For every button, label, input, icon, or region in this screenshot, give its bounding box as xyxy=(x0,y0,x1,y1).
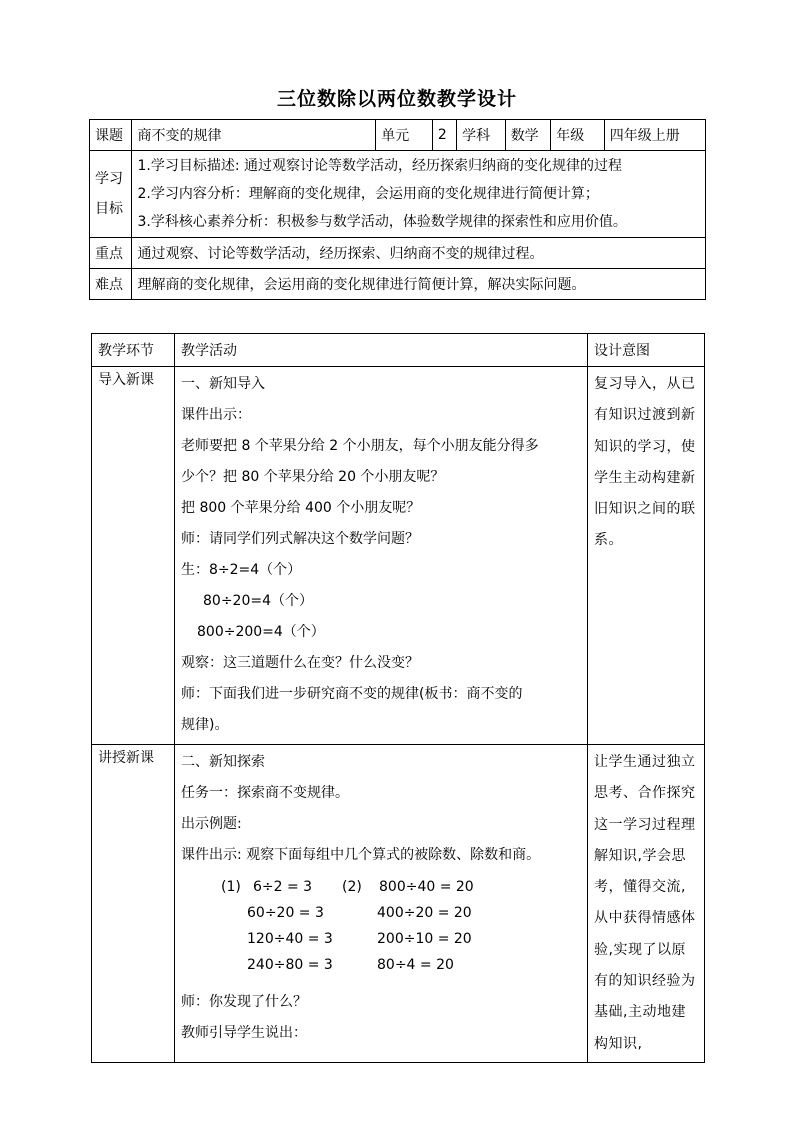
goal-item: 3.学科核心素养分析：积极参与数学活动，体验数学规律的探索性和应用价值。 xyxy=(137,214,627,230)
activity-line: 一、新知导入 xyxy=(181,376,265,392)
activity-line: 把 800 个苹果分给 400 个小朋友呢？ xyxy=(181,500,421,516)
activity-line: 800÷200=4（个） xyxy=(197,624,325,640)
group1-label: (1) xyxy=(221,879,241,895)
goal-item: 1.学习目标描述: 通过观察讨论等数学活动，经历探索归纳商的变化规律的过程 xyxy=(137,158,622,174)
activity-line: 80÷20=4（个） xyxy=(203,593,313,609)
header-activity: 教学活动 xyxy=(175,334,588,367)
lesson-plan-table xyxy=(91,333,705,1063)
equation: 6÷2 = 3 xyxy=(253,879,313,895)
activity-line: 观察：这三道题什么在变？什么没变？ xyxy=(181,655,419,671)
activity-line: 师：你发现了什么？ xyxy=(181,994,307,1010)
equation: 200÷10 = 20 xyxy=(377,931,472,947)
grade-value: 四年级上册 xyxy=(604,120,705,151)
intent-intro: 复习导入，从已有知识过渡到新知识的学习，使学生主动构建新旧知识之间的联系。 xyxy=(588,367,705,745)
equation: 120÷40 = 3 xyxy=(247,931,333,947)
activity-line: 师：请同学们列式解决这个数学问题？ xyxy=(181,531,419,547)
header-intent: 设计意图 xyxy=(588,334,705,367)
equation: 800÷40 = 20 xyxy=(379,879,474,895)
activity-line: 二、新知探索 xyxy=(181,754,265,770)
activity-teaching xyxy=(175,745,588,1063)
intent-teaching: 让学生通过独立思考、合作探究这一学习过程理解知识,学会思考，懂得交流,从中获得情感体验,实现了以原有的知识经验为基础,主动地建构知识, xyxy=(588,745,705,1063)
activity-line: 师：下面我们进一步研究商不变的规律(板书：商不变的 xyxy=(181,686,523,702)
activity-line: 生：8÷2=4（个） xyxy=(181,562,302,578)
activity-line: 老师要把 8 个苹果分给 2 个小朋友，每个小朋友能分得多 xyxy=(181,438,539,454)
goals-label: 学习 目标 xyxy=(90,151,132,238)
equation: 80÷4 = 20 xyxy=(377,957,454,973)
stage-intro: 导入新课 xyxy=(92,367,175,745)
equation: 240÷80 = 3 xyxy=(247,957,333,973)
goals-content xyxy=(132,151,706,238)
equation: 400÷20 = 20 xyxy=(377,905,472,921)
key-label: 重点 xyxy=(90,238,132,269)
activity-line: 任务一：探索商不变规律。 xyxy=(181,785,349,801)
stage-teaching: 讲授新课 xyxy=(92,745,175,1063)
goal-item: 2.学习内容分析：理解商的变化规律，会运用商的变化规律进行简便计算； xyxy=(137,186,599,202)
document-title: 三位数除以两位数教学设计 xyxy=(276,88,517,110)
topic-value: 商不变的规律 xyxy=(132,120,376,151)
activity-line: 课件出示： xyxy=(181,407,251,423)
subject-label: 学科 xyxy=(457,120,506,151)
activity-line: 教师引导学生说出： xyxy=(181,1025,307,1041)
difficulty-label: 难点 xyxy=(90,269,132,300)
equation: 60÷20 = 3 xyxy=(247,905,324,921)
equation-groups xyxy=(181,871,581,975)
activity-line: 课件出示: 观察下面每组中几个算式的被除数、除数和商。 xyxy=(181,847,541,863)
unit-value: 2 xyxy=(432,120,456,151)
difficulty-content: 理解商的变化规律，会运用商的变化规律进行简便计算，解决实际问题。 xyxy=(132,269,706,300)
group2-label: (2) xyxy=(342,879,362,895)
activity-intro xyxy=(175,367,588,745)
grade-label: 年级 xyxy=(551,120,605,151)
header-stage: 教学环节 xyxy=(92,334,175,367)
activity-line: 少个？把 80 个苹果分给 20 个小朋友呢？ xyxy=(181,469,445,485)
topic-label: 课题 xyxy=(90,120,132,151)
activity-line: 出示例题: xyxy=(181,816,242,832)
activity-line: 规律)。 xyxy=(181,717,229,733)
subject-value: 数学 xyxy=(505,120,551,151)
key-content: 通过观察、讨论等数学活动，经历探索、归纳商不变的规律过程。 xyxy=(132,238,706,269)
course-info-table xyxy=(89,119,706,300)
unit-label: 单元 xyxy=(376,120,433,151)
